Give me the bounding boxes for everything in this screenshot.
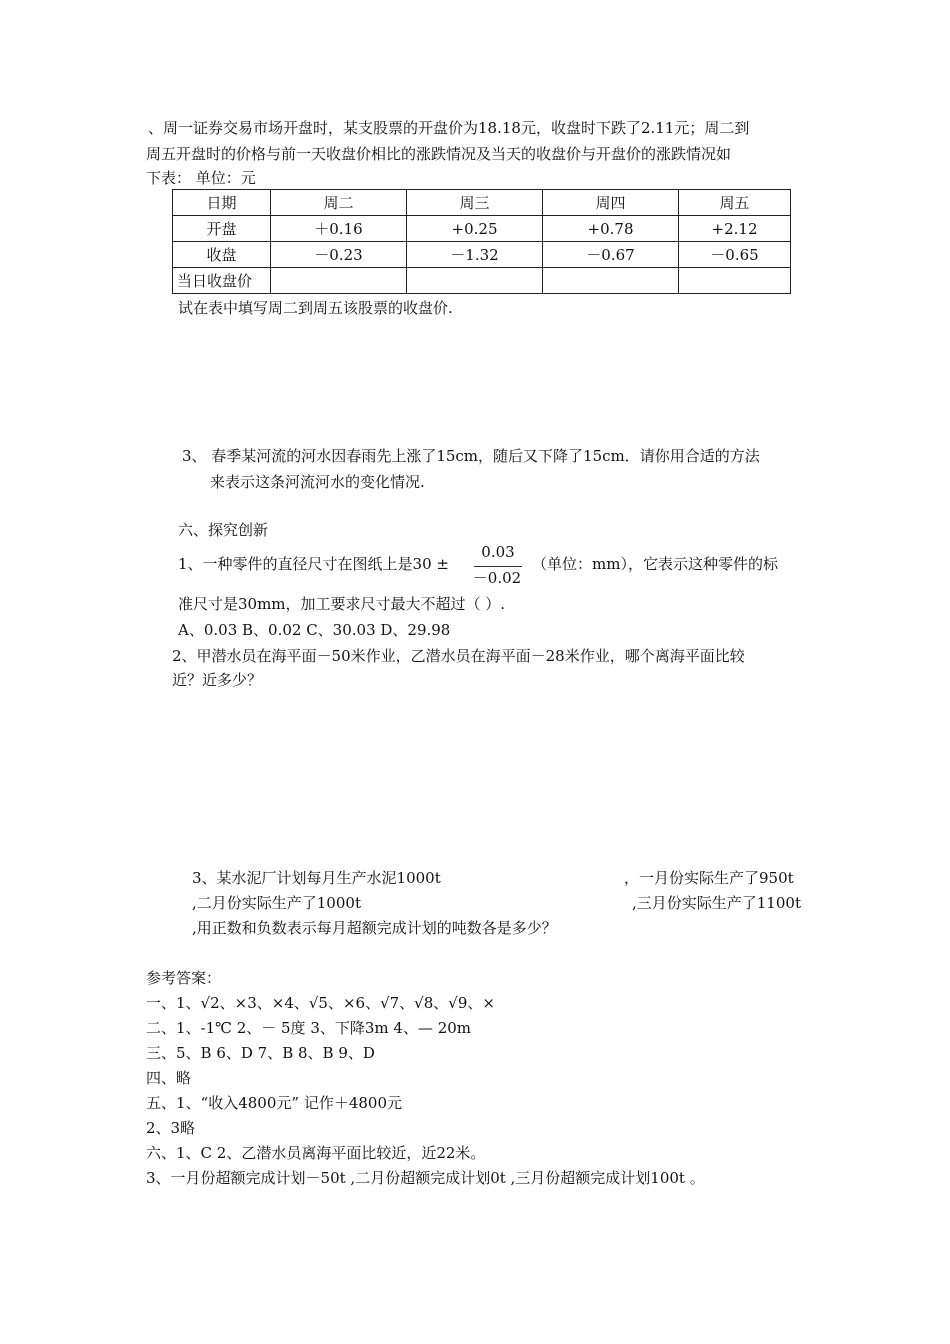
section-6-q3-line-1-left: 3、某水泥厂计划每月生产水泥1000t bbox=[192, 869, 441, 887]
problem-3-line-1: 3、 春季某河流的河水因春雨先上涨了15cm，随后又下降了15cm．请你用合适的方法 bbox=[182, 447, 760, 465]
table-cell: －0.65 bbox=[679, 242, 791, 268]
table-cell: －0.67 bbox=[543, 242, 679, 268]
table-cell-empty[interactable] bbox=[679, 268, 791, 294]
tolerance-lower: －0.02 bbox=[472, 569, 522, 587]
table-header-cell: 周三 bbox=[407, 190, 543, 216]
answer-line: 2、3略 bbox=[146, 1119, 196, 1137]
table-header-cell: 周四 bbox=[543, 190, 679, 216]
table-cell-empty[interactable] bbox=[271, 268, 407, 294]
table-cell-empty[interactable] bbox=[543, 268, 679, 294]
section-6-q1-suffix: （单位：mm），它表示这种零件的标 bbox=[532, 555, 778, 573]
table-cell: +0.25 bbox=[407, 216, 543, 242]
stock-price-table bbox=[172, 189, 791, 294]
table-row bbox=[173, 242, 791, 268]
section-6-title: 六、探究创新 bbox=[178, 521, 269, 539]
answer-line: 一、1、√2、×3、×4、√5、×6、√7、√8、√9、× bbox=[146, 994, 495, 1012]
problem-2-line-3: 下表： 单位：元 bbox=[146, 169, 256, 187]
table-header-row bbox=[173, 190, 791, 216]
problem-2-instruction: 试在表中填写周二到周五该股票的收盘价. bbox=[178, 299, 453, 317]
section-6-q3-line-2-right: ,三月份实际生产了1100t bbox=[632, 894, 801, 912]
table-cell: －1.32 bbox=[407, 242, 543, 268]
problem-3-line-2: 来表示这条河流河水的变化情况. bbox=[210, 473, 425, 491]
answers-title: 参考答案： bbox=[146, 969, 222, 987]
problem-2-line-1: 、周一证券交易市场开盘时，某支股票的开盘价为18.18元，收盘时下跌了2.11元；周二到 bbox=[148, 119, 750, 137]
table-cell: 开盘 bbox=[173, 216, 271, 242]
tolerance-upper: 0.03 bbox=[481, 543, 515, 561]
answer-line: 3、一月份超额完成计划－50t ,二月份超额完成计划0t ,三月份超额完成计划100t 。 bbox=[146, 1169, 705, 1187]
answer-line: 五、1、“收入4800元” 记作＋4800元 bbox=[146, 1094, 402, 1112]
table-cell: 当日收盘价 bbox=[173, 268, 271, 294]
table-cell: －0.23 bbox=[271, 242, 407, 268]
table-cell: +0.78 bbox=[543, 216, 679, 242]
table-cell: ＋0.16 bbox=[271, 216, 407, 242]
section-6-q3-line-1-right: ，一月份实际生产了950t bbox=[624, 869, 794, 887]
fraction-bar bbox=[474, 566, 522, 567]
answer-line: 三、5、B 6、D 7、B 8、B 9、D bbox=[146, 1044, 375, 1062]
problem-2-line-2: 周五开盘时的价格与前一天收盘价相比的涨跌情况及当天的收盘价与开盘价的涨跌情况如 bbox=[146, 145, 732, 163]
section-6-q2-line-2: 近？近多少？ bbox=[172, 671, 263, 689]
section-6-q3-line-2-left: ,二月份实际生产了1000t bbox=[192, 894, 361, 912]
answer-line: 四、略 bbox=[146, 1069, 192, 1087]
table-header-cell: 周五 bbox=[679, 190, 791, 216]
section-6-q1-prefix: 1、一种零件的直径尺寸在图纸上是30 ± bbox=[178, 555, 449, 573]
table-row bbox=[173, 268, 791, 294]
section-6-q1-line-2: 准尺寸是30mm，加工要求尺寸最大不超过（ ）. bbox=[178, 595, 506, 613]
table-header-cell: 周二 bbox=[271, 190, 407, 216]
table-row bbox=[173, 216, 791, 242]
table-header-cell: 日期 bbox=[173, 190, 271, 216]
section-6-q2-line-1: 2、甲潜水员在海平面－50米作业，乙潜水员在海平面－28米作业，哪个离海平面比较 bbox=[172, 647, 745, 665]
table-cell: +2.12 bbox=[679, 216, 791, 242]
answer-line: 二、1、-1℃ 2、－ 5度 3、下降3m 4、— 20m bbox=[146, 1019, 472, 1037]
answer-line: 六、1、C 2、乙潜水员离海平面比较近，近22米。 bbox=[146, 1144, 486, 1162]
section-6-q1-options: A、0.03 B、0.02 C、30.03 D、29.98 bbox=[178, 621, 451, 639]
table-cell-empty[interactable] bbox=[407, 268, 543, 294]
section-6-q3-line-3: ,用正数和负数表示每月超额完成计划的吨数各是多少？ bbox=[192, 919, 557, 937]
table-cell: 收盘 bbox=[173, 242, 271, 268]
